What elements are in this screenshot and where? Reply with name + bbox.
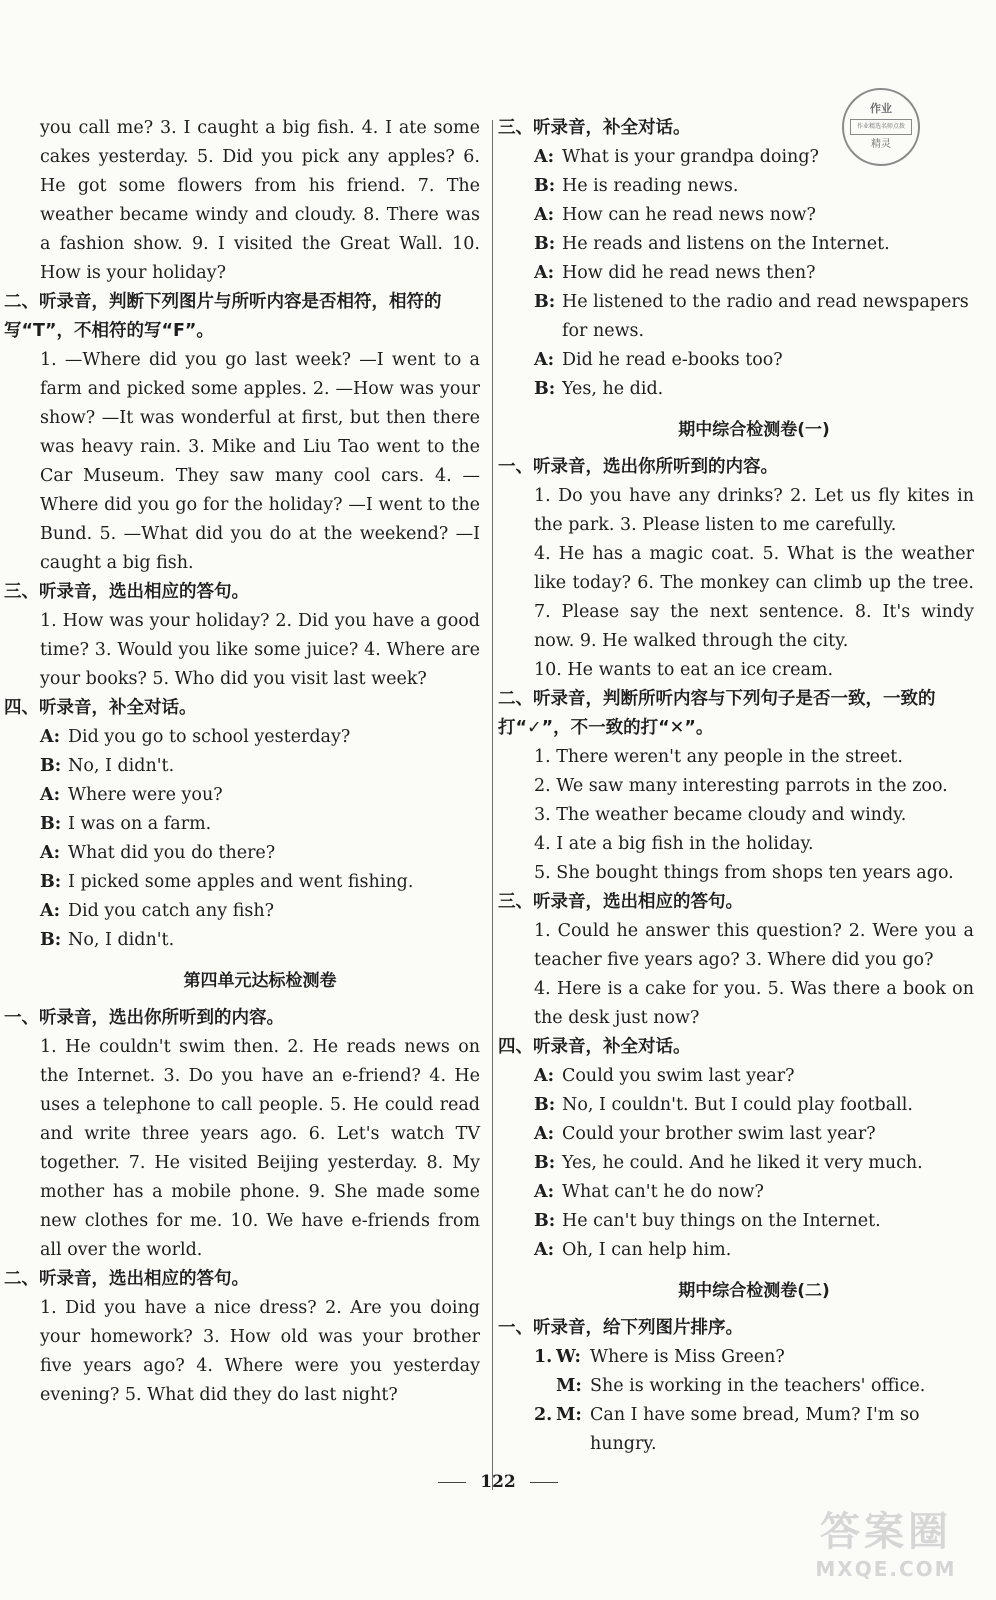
line-text: Did you catch any fish? [68,901,275,921]
speaker: A: [534,1124,555,1144]
line-text: Can I have some bread, Mum? I'm so hungry. [590,1405,920,1454]
dialogue-line [534,1178,974,1207]
line-text: Where were you? [68,785,223,805]
page-number-text: 122 [480,1472,516,1492]
dialogue-line [534,172,974,201]
line-text: Where is Miss Green? [590,1347,785,1367]
speaker: B: [534,292,556,312]
page-number-dash-left [438,1482,466,1483]
dialogue-line [40,752,480,781]
list-item: 1. There weren't any people in the street. [534,747,903,767]
dialogue-line [40,868,480,897]
speaker: A: [40,901,61,921]
line-text: Yes, he did. [562,379,664,399]
dialogue-line [40,926,480,955]
dialogue-midterm1 [534,1062,974,1265]
midterm1-section-2: 二、听录音，判断所听内容与下列句子是否一致，一致的打“✓”，不一致的打“✕”。 [498,689,936,738]
dialogue-line [534,1120,974,1149]
line-text: How can he read news now? [562,205,816,225]
midterm1-title: 期中综合检测卷(一) [678,420,830,440]
item-number: 1. [534,1347,553,1367]
left-paragraph-1: you call me? 3. I caught a big fish. 4. I ate some cakes yesterday. 5. Did you pick any apples? 6. He got some flowers from his friend. 7. The weather became windy and cloudy. 8. There was a fashion show. 9. I visited the Great Wall. 10. How is your holiday? [40,118,480,283]
dialogue-line [40,723,480,752]
midterm1-section-4: 四、听录音，补全对话。 [498,1037,691,1057]
dialogue-line [534,143,974,172]
line-text: Did you go to school yesterday? [68,727,351,747]
unit4-section-1: 一、听录音，选出你所听到的内容。 [4,1008,284,1028]
section-heading-4: 四、听录音，补全对话。 [4,698,197,718]
list-item: 4. I ate a big fish in the holiday. [534,834,814,854]
speaker: B: [40,814,62,834]
midterm1-paragraph-1b: 4. He has a magic coat. 5. What is the weather like today? 6. The monkey can climb up the tree. 7. Please say the next sentence. 8. It's windy now. 9. He walked through the city. [534,544,974,651]
dialogue-line [534,1091,974,1120]
line-text: Could your brother swim last year? [562,1124,876,1144]
line-text: I picked some apples and went fishing. [68,872,414,892]
left-paragraph-2: 1. —Where did you go last week? —I went to a farm and picked some apples. 2. —How was your show? —It was wonderful at first, but then there was heavy rain. 3. Mike and Liu Tao went to the Car Museum. They saw many cool cars. 4. —Where did you go for the holiday? —I went to the Bund. 5. —What did you do at the weekend? —I caught a big fish. [40,350,480,573]
dialogue-line [40,781,480,810]
speaker: A: [534,1066,555,1086]
unit4-paragraph-2: 1. Did you have a nice dress? 2. Are you doing your homework? 3. How old was your brother five years ago? 4. Where were you yesterday evening? 5. What did they do last night? [40,1298,480,1405]
line-text: Did he read e-books too? [562,350,783,370]
left-column [4,114,480,1410]
item-number: 2. [534,1405,553,1425]
midterm1-paragraph-1c: 10. He wants to eat an ice cream. [534,660,834,680]
watermark-logo [796,1508,976,1594]
speaker: A: [40,727,61,747]
dialogue-line [40,839,480,868]
dialogue-right [534,143,974,404]
watermark-line-1: 答案圈 [820,1509,952,1555]
line-text: What can't he do now? [562,1182,764,1202]
speaker: B: [534,176,556,196]
watermark-line-2: MXQE.COM [815,1557,957,1581]
unit4-paragraph-1: 1. He couldn't swim then. 2. He reads news on the Internet. 3. Do you have an e-friend? 4. He uses a telephone to call people. 5. He could read and write three years ago. 6. Let's watch TV together. 7. He visited Beijing yesterday. 8. My mother has a mobile phone. 9. She made some new clothes for me. 10. We have e-friends from all over the world. [40,1037,480,1260]
dialogue-line [40,810,480,839]
midterm1-paragraph-3b: 4. Here is a cake for you. 5. Was there a book on the desk just now? [534,979,974,1028]
line-text: What is your grandpa doing? [562,147,819,167]
stamp-line-2: 作业精选名师点拨 [850,119,912,135]
listening-script [534,1343,974,1459]
line-text: He listened to the radio and read newspapers for news. [562,292,969,341]
unit4-title: 第四单元达标检测卷 [183,971,337,991]
speaker: B: [534,1153,556,1173]
dialogue-line [534,201,974,230]
item-number [534,1372,556,1401]
column-divider [492,120,493,1490]
section-heading-2: 二、听录音，判断下列图片与所听内容是否相符，相符的写“T”，不相符的写“F”。 [4,292,442,341]
speaker: A: [534,205,555,225]
dialogue-line [534,1207,974,1236]
dialogue-line [534,259,974,288]
speaker: M: [556,1405,582,1425]
line-text: Could you swim last year? [562,1066,795,1086]
midterm2-title: 期中综合检测卷(二) [678,1281,830,1301]
speaker: M: [556,1376,582,1396]
stamp-line-1: 作业 [870,102,892,115]
speaker: B: [534,1211,556,1231]
line-text: No, I didn't. [68,930,175,950]
speaker: W: [556,1347,581,1367]
speaker: B: [40,756,62,776]
dialogue-line [534,346,974,375]
speaker: B: [534,234,556,254]
page-number-dash-right [530,1482,558,1483]
speaker: B: [40,930,62,950]
dialogue-line [534,375,974,404]
speaker: A: [534,1240,555,1260]
line-text: I was on a farm. [68,814,212,834]
speaker: A: [40,785,61,805]
speaker: A: [534,350,555,370]
speaker: B: [40,872,62,892]
script-line [534,1401,974,1459]
page-number [0,1472,996,1492]
line-text: Oh, I can help him. [562,1240,732,1260]
line-text: She is working in the teachers' office. [590,1376,926,1396]
midterm2-section-1: 一、听录音，给下列图片排序。 [498,1318,743,1338]
speaker: A: [534,147,555,167]
line-text: No, I didn't. [68,756,175,776]
dialogue-line [534,230,974,259]
right-section-3: 三、听录音，补全对话。 [498,118,691,138]
midterm1-paragraph-1: 1. Do you have any drinks? 2. Let us fly kites in the park. 3. Please listen to me carefully. [534,486,974,535]
script-line [534,1343,974,1372]
line-text: Yes, he could. And he liked it very much. [562,1153,923,1173]
line-text: How did he read news then? [562,263,816,283]
dialogue-line [534,1149,974,1178]
dialogue-line [534,288,974,346]
left-paragraph-3: 1. How was your holiday? 2. Did you have a good time? 3. Would you like some juice? 4. Where are your books? 5. Who did you visit last week? [40,611,480,689]
line-text: He is reading news. [562,176,739,196]
list-item: 5. She bought things from shops ten years ago. [534,863,954,883]
line-text: No, I couldn't. But I could play football. [562,1095,913,1115]
list-item: 3. The weather became cloudy and windy. [534,805,907,825]
speaker: A: [40,843,61,863]
line-text: What did you do there? [68,843,276,863]
line-text: He can't buy things on the Internet. [562,1211,881,1231]
dialogue-line [40,897,480,926]
speaker: A: [534,1182,555,1202]
list-item: 2. We saw many interesting parrots in the zoo. [534,776,948,796]
section-heading-3: 三、听录音，选出相应的答句。 [4,582,249,602]
dialogue-line [534,1236,974,1265]
script-line [534,1372,974,1401]
dialogue-left [40,723,480,955]
midterm1-paragraph-3: 1. Could he answer this question? 2. Were you a teacher five years ago? 3. Where did you go? [534,921,974,970]
line-text: He reads and listens on the Internet. [562,234,890,254]
speaker: B: [534,1095,556,1115]
right-column [498,114,974,1459]
stamp-line-3: 精灵 [871,139,891,150]
speaker: A: [534,263,555,283]
speaker: B: [534,379,556,399]
midterm1-section-3: 三、听录音，选出相应的答句。 [498,892,743,912]
unit4-section-2: 二、听录音，选出相应的答句。 [4,1269,249,1289]
dialogue-line [534,1062,974,1091]
midterm1-section-1: 一、听录音，选出你所听到的内容。 [498,457,778,477]
